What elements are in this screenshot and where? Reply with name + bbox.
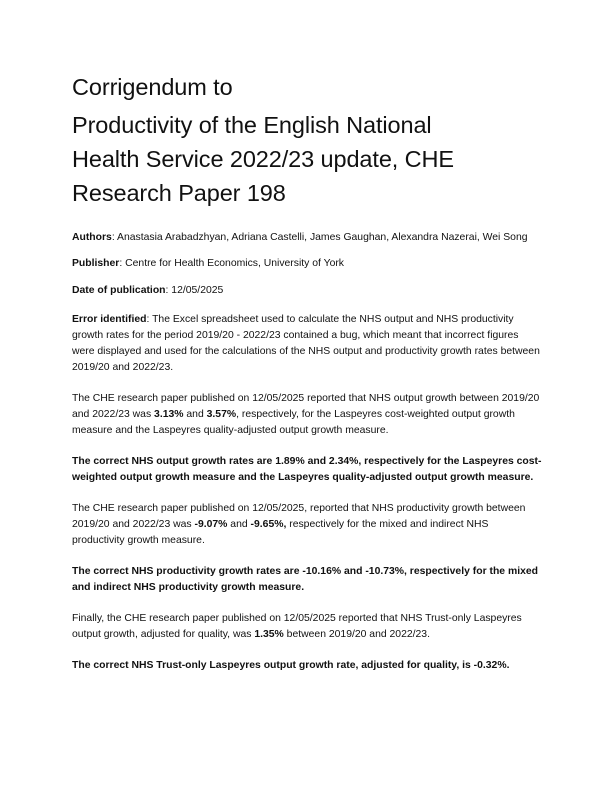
publication-date-paragraph bbox=[72, 283, 542, 299]
productivity-growth-value-2: -9.65%, bbox=[250, 519, 287, 530]
trust-output-correction: The correct NHS Trust-only Laspeyres output growth rate, adjusted for quality, is -0.32%. bbox=[72, 660, 510, 671]
authors-label: Authors bbox=[72, 232, 112, 243]
trust-output-report-paragraph bbox=[72, 611, 542, 643]
trust-output-value-1: 1.35% bbox=[254, 629, 284, 640]
trust-output-text-2: between 2019/20 and 2022/23. bbox=[283, 629, 430, 640]
title-line-1: Corrigendum to bbox=[72, 74, 233, 100]
trust-output-text-1: Finally, the CHE research paper published on 12/05/2025 reported that NHS Trust-only Laspeyres output growth, adjusted for quality, was bbox=[72, 613, 522, 640]
output-growth-text-1: The CHE research paper published on 12/05/2025 reported that NHS output growth between 2019/20 and 2022/23 was bbox=[72, 393, 540, 420]
productivity-growth-text-2: and bbox=[227, 519, 251, 530]
error-identified-text: : The Excel spreadsheet used to calculate the NHS output and NHS productivity growth rates for the period 2019/20 - 2022/23 contained a bug, which meant that incorrect figures were displayed and used for the calculations of the NHS output and productivity growth rates between 2019/20 and 2022/23. bbox=[72, 314, 540, 373]
output-growth-report-paragraph bbox=[72, 391, 542, 439]
publisher-text: : Centre for Health Economics, University of York bbox=[119, 258, 345, 269]
productivity-growth-text-1: The CHE research paper published on 12/05/2025, reported that NHS productivity growth between 2019/20 and 2022/23 was bbox=[72, 503, 526, 530]
error-identified-paragraph bbox=[72, 312, 542, 376]
output-growth-text-2: and bbox=[183, 409, 207, 420]
output-growth-correction: The correct NHS output growth rates are 1.89% and 2.34%, respectively for the Laspeyres cost-weighted output growth measure and the Laspeyres quality-adjusted output growth measure. bbox=[72, 456, 542, 483]
title-line-3: Health Service 2022/23 update, CHE bbox=[72, 146, 454, 172]
output-growth-value-1: 3.13% bbox=[154, 409, 184, 420]
publication-date-label: Date of publication bbox=[72, 285, 166, 296]
title-line-4: Research Paper 198 bbox=[72, 180, 286, 206]
title-line-2: Productivity of the English National bbox=[72, 112, 432, 138]
authors-paragraph bbox=[72, 230, 542, 246]
authors-text: : Anastasia Arabadzhyan, Adriana Castelli, James Gaughan, Alexandra Nazerai, Wei Song bbox=[111, 232, 528, 243]
productivity-growth-correction: The correct NHS productivity growth rates are -10.16% and -10.73%, respectively for the mixed and indirect NHS productivity growth measure. bbox=[72, 566, 539, 593]
output-growth-value-2: 3.57% bbox=[206, 409, 237, 420]
document-page bbox=[72, 70, 542, 674]
publisher-paragraph bbox=[72, 256, 542, 272]
publisher-label: Publisher bbox=[72, 258, 120, 269]
output-growth-text-3: , respectively, for the Laspeyres cost-weighted output growth measure and the Laspeyres quality-adjusted output growth measure. bbox=[72, 409, 515, 436]
publication-date-text: : 12/05/2025 bbox=[165, 285, 224, 296]
productivity-growth-value-1: -9.07% bbox=[194, 519, 228, 530]
productivity-growth-text-3: respectively for the mixed and indirect NHS productivity growth measure. bbox=[72, 519, 489, 546]
productivity-growth-report-paragraph bbox=[72, 501, 542, 549]
error-identified-label: Error identified bbox=[72, 314, 147, 325]
